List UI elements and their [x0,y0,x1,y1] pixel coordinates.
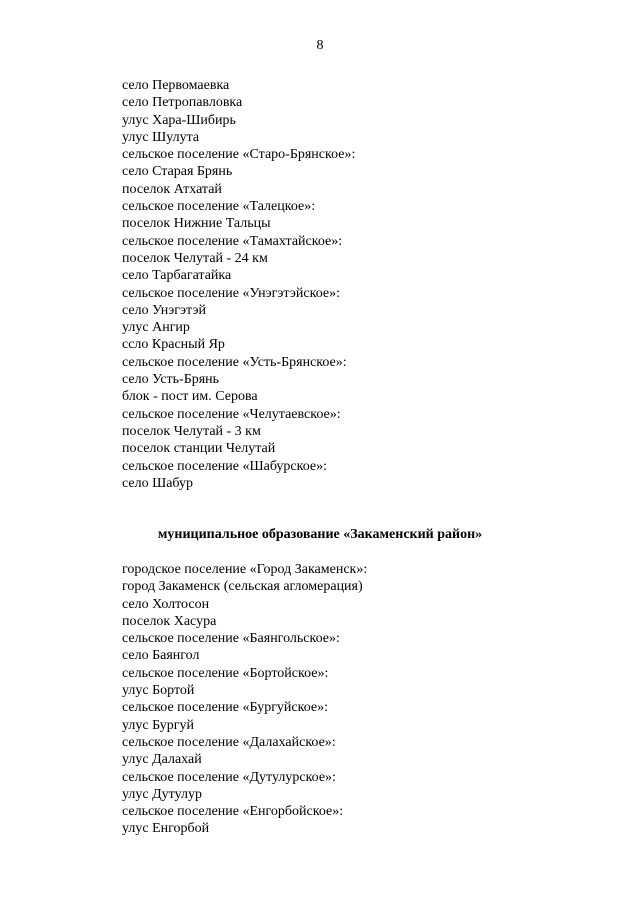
list-item: сельское поселение «Баянгольское»: [122,631,340,647]
section-heading: муниципальное образование «Закаменский район» [157,527,483,542]
page-number: 8 [316,38,324,53]
list-item: поселок станции Челутай [122,441,276,457]
list-item: поселок Челутай - 3 км [122,423,261,439]
list-item: сельское поселение «Тамахтайское»: [122,233,343,249]
list-item: сельское поселение «Унэгэтэйское»: [122,285,340,301]
list-item: улус Бортой [122,683,195,699]
list-item: сельское поселение «Талецкое»: [122,199,316,215]
list-item: сельское поселение «Старо-Брянское»: [122,147,356,163]
list-item: село Холтосон [122,596,210,612]
list-item: город Закаменск (сельская агломерация) [122,579,363,595]
list-item: село Унэгэтэй [122,302,206,318]
list-item: поселок Атхатай [122,181,222,197]
list-item: ссло Красный Яр [122,337,225,353]
list-item: блок - пост им. Серова [122,389,258,405]
list-item: сельское поселение «Шабурское»: [122,458,328,474]
list-item: сельское поселение «Бургуйское»: [122,700,329,716]
list-item: городское поселение «Город Закаменск»: [122,562,368,577]
list-item: село Петропавловка [122,95,243,111]
list-item: поселок Хасура [122,613,217,629]
list-item: сельское поселение «Дутулурское»: [122,769,336,785]
list-item: село Старая Брянь [122,164,233,180]
list-item: сельское поселение «Бортойское»: [122,665,329,681]
list-item: улус Бургуй [122,717,195,733]
list-item: сельское поселение «Челутаевское»: [122,406,341,422]
list-item: сельское поселение «Енгорбойское»: [122,804,344,820]
list-item: поселок Нижние Тальцы [122,216,271,232]
list-item: село Первомаевка [122,78,230,93]
list-item: сельское поселение «Далахайское»: [122,734,336,750]
list-item: село Тарбагатайка [122,268,232,284]
list-item: село Усть-Брянь [122,372,220,388]
list-item: улус Далахай [122,752,202,768]
list-item: село Баянгол [122,648,200,664]
list-item: поселок Челутай - 24 км [122,250,268,266]
list-item: село Шабур [122,475,194,491]
list-item: улус Шулута [122,129,200,145]
settlement-list-2 [122,561,367,838]
list-item: улус Дутулур [122,786,202,802]
list-item: улус Енгорбой [122,821,210,837]
list-item: сельское поселение «Усть-Брянское»: [122,354,347,370]
settlement-list-1 [122,77,355,492]
list-item: улус Хара-Шибирь [122,112,236,128]
list-item: улус Ангир [122,320,190,336]
